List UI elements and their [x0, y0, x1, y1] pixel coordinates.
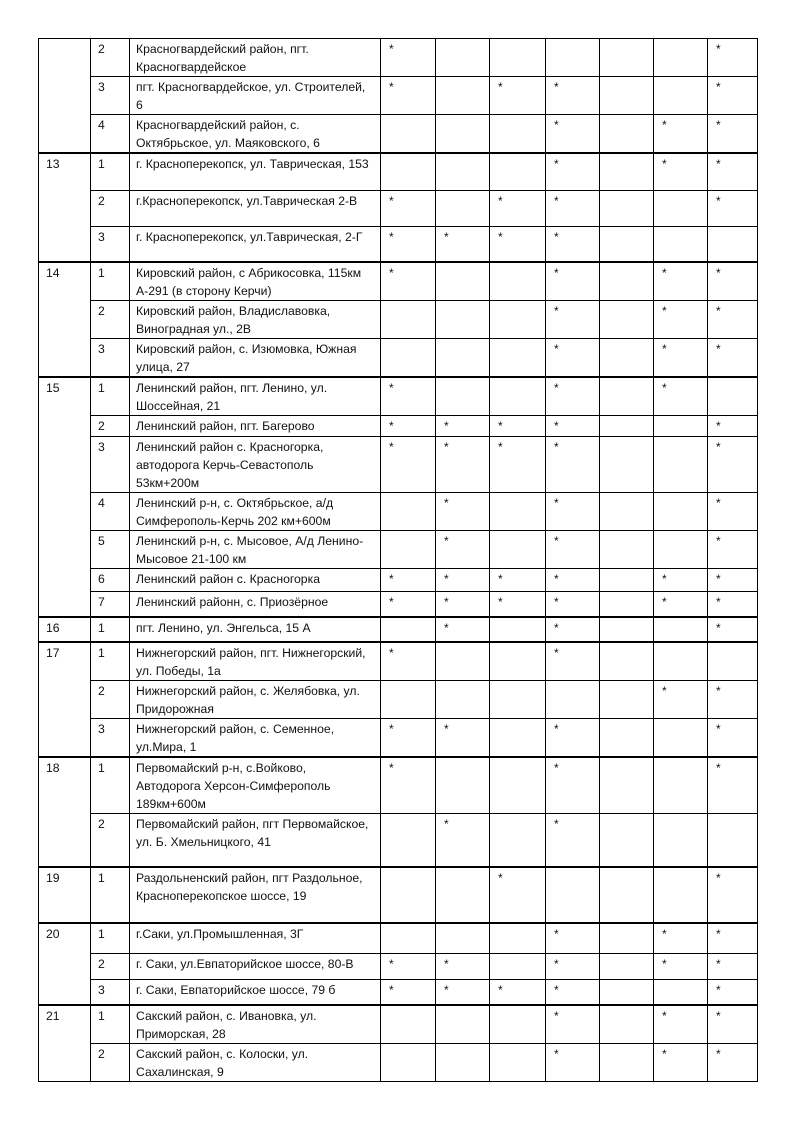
mark-cell-3: [490, 813, 546, 867]
mark-cell-4: *: [546, 416, 600, 437]
address-cell: Нижнегорский район, пгт. Нижнегорский, ул. Победы, 1а: [130, 642, 381, 681]
address-cell: Сакский район, с. Колоски, ул. Сахалинская, 9: [130, 1044, 381, 1082]
mark-cell-5: [600, 493, 654, 531]
mark-cell-1: *: [381, 718, 436, 757]
mark-cell-1: [381, 1005, 436, 1044]
address-cell: Ленинский р-н, с. Мысовое, А/д Ленино-Мысовое 21-100 км: [130, 531, 381, 569]
mark-cell-7: *: [708, 153, 758, 190]
mark-cell-4: *: [546, 813, 600, 867]
mark-cell-7: *: [708, 867, 758, 923]
sub-number-cell: 3: [91, 979, 130, 1005]
mark-cell-5: [600, 1005, 654, 1044]
mark-cell-7: [708, 642, 758, 681]
mark-cell-6: *: [654, 569, 708, 592]
mark-cell-3: *: [490, 226, 546, 262]
mark-cell-6: [654, 867, 708, 923]
mark-cell-2: *: [436, 493, 490, 531]
mark-cell-6: [654, 813, 708, 867]
mark-cell-2: [436, 1005, 490, 1044]
table-row: [39, 493, 758, 531]
mark-cell-4: *: [546, 190, 600, 226]
address-cell: г.Красноперекопск, ул.Таврическая 2-В: [130, 190, 381, 226]
mark-cell-2: [436, 153, 490, 190]
mark-cell-3: [490, 39, 546, 77]
table-row: [39, 1044, 758, 1082]
table-row: [39, 923, 758, 953]
mark-cell-3: *: [490, 416, 546, 437]
address-cell: Нижнегорский район, с. Семенное, ул.Мира, 1: [130, 718, 381, 757]
mark-cell-7: *: [708, 592, 758, 617]
mark-cell-5: [600, 617, 654, 642]
sub-number-cell: 5: [91, 531, 130, 569]
mark-cell-4: [546, 867, 600, 923]
group-number-cell: 14: [39, 262, 91, 377]
mark-cell-2: [436, 39, 490, 77]
mark-cell-5: [600, 718, 654, 757]
mark-cell-3: [490, 262, 546, 301]
mark-cell-1: *: [381, 39, 436, 77]
mark-cell-6: *: [654, 115, 708, 154]
mark-cell-7: *: [708, 115, 758, 154]
stations-table: [38, 38, 758, 1082]
address-cell: Кировский район, с Абрикосовка, 115км А-291 (в сторону Керчи): [130, 262, 381, 301]
mark-cell-6: [654, 39, 708, 77]
mark-cell-4: *: [546, 262, 600, 301]
mark-cell-3: [490, 153, 546, 190]
mark-cell-1: [381, 153, 436, 190]
mark-cell-6: [654, 437, 708, 493]
mark-cell-5: [600, 153, 654, 190]
mark-cell-7: *: [708, 39, 758, 77]
mark-cell-2: *: [436, 226, 490, 262]
mark-cell-6: [654, 416, 708, 437]
sub-number-cell: 2: [91, 190, 130, 226]
mark-cell-3: *: [490, 77, 546, 115]
mark-cell-2: [436, 377, 490, 416]
address-cell: Раздольненский район, пгт Раздольное, Красноперекопское шоссе, 19: [130, 867, 381, 923]
address-cell: Ленинский район, пгт. Багерово: [130, 416, 381, 437]
mark-cell-7: *: [708, 757, 758, 814]
address-cell: г.Саки, ул.Промышленная, 3Г: [130, 923, 381, 953]
mark-cell-5: [600, 1044, 654, 1082]
mark-cell-6: *: [654, 1044, 708, 1082]
sub-number-cell: 1: [91, 1005, 130, 1044]
mark-cell-4: *: [546, 979, 600, 1005]
mark-cell-6: *: [654, 153, 708, 190]
sub-number-cell: 3: [91, 437, 130, 493]
mark-cell-4: *: [546, 757, 600, 814]
mark-cell-2: *: [436, 531, 490, 569]
mark-cell-4: *: [546, 642, 600, 681]
mark-cell-6: [654, 617, 708, 642]
mark-cell-1: *: [381, 437, 436, 493]
mark-cell-2: *: [436, 569, 490, 592]
mark-cell-6: [654, 531, 708, 569]
table-row: [39, 867, 758, 923]
mark-cell-2: [436, 757, 490, 814]
mark-cell-7: *: [708, 923, 758, 953]
mark-cell-5: [600, 39, 654, 77]
sub-number-cell: 1: [91, 867, 130, 923]
table-row: [39, 301, 758, 339]
group-number-cell: 13: [39, 153, 91, 262]
mark-cell-1: [381, 680, 436, 718]
mark-cell-3: *: [490, 979, 546, 1005]
sub-number-cell: 3: [91, 718, 130, 757]
mark-cell-5: [600, 757, 654, 814]
sub-number-cell: 2: [91, 953, 130, 979]
sub-number-cell: 2: [91, 39, 130, 77]
mark-cell-1: *: [381, 979, 436, 1005]
mark-cell-1: *: [381, 226, 436, 262]
mark-cell-2: *: [436, 813, 490, 867]
mark-cell-2: [436, 77, 490, 115]
mark-cell-5: [600, 953, 654, 979]
mark-cell-2: *: [436, 617, 490, 642]
address-cell: Красногвардейский район, пгт. Красногвардейское: [130, 39, 381, 77]
mark-cell-3: [490, 718, 546, 757]
mark-cell-4: *: [546, 377, 600, 416]
mark-cell-3: *: [490, 437, 546, 493]
mark-cell-5: [600, 416, 654, 437]
mark-cell-6: [654, 190, 708, 226]
mark-cell-4: *: [546, 77, 600, 115]
mark-cell-5: [600, 377, 654, 416]
mark-cell-3: [490, 923, 546, 953]
mark-cell-6: *: [654, 301, 708, 339]
address-cell: Ленинский район с. Красногорка: [130, 569, 381, 592]
table-body: [39, 39, 758, 1082]
mark-cell-4: *: [546, 226, 600, 262]
mark-cell-7: *: [708, 437, 758, 493]
table-row: [39, 416, 758, 437]
mark-cell-6: *: [654, 1005, 708, 1044]
address-cell: Ленинский районн, с. Приозёрное: [130, 592, 381, 617]
mark-cell-1: *: [381, 377, 436, 416]
mark-cell-6: *: [654, 923, 708, 953]
address-cell: Сакский район, с. Ивановка, ул. Приморская, 28: [130, 1005, 381, 1044]
address-cell: Кировский район, с. Изюмовка, Южная улица, 27: [130, 339, 381, 378]
mark-cell-4: *: [546, 339, 600, 378]
sub-number-cell: 3: [91, 77, 130, 115]
mark-cell-7: *: [708, 416, 758, 437]
mark-cell-7: *: [708, 493, 758, 531]
mark-cell-3: *: [490, 592, 546, 617]
mark-cell-5: [600, 979, 654, 1005]
table-row: [39, 39, 758, 77]
mark-cell-6: [654, 77, 708, 115]
mark-cell-4: [546, 680, 600, 718]
sub-number-cell: 1: [91, 153, 130, 190]
mark-cell-4: *: [546, 115, 600, 154]
mark-cell-6: [654, 226, 708, 262]
mark-cell-1: *: [381, 592, 436, 617]
mark-cell-2: [436, 642, 490, 681]
mark-cell-2: [436, 680, 490, 718]
mark-cell-7: *: [708, 262, 758, 301]
mark-cell-5: [600, 226, 654, 262]
sub-number-cell: 1: [91, 642, 130, 681]
table-row: [39, 339, 758, 378]
mark-cell-2: *: [436, 416, 490, 437]
table-row: [39, 77, 758, 115]
mark-cell-4: *: [546, 1005, 600, 1044]
mark-cell-7: *: [708, 569, 758, 592]
mark-cell-1: *: [381, 757, 436, 814]
mark-cell-7: *: [708, 680, 758, 718]
sub-number-cell: 3: [91, 339, 130, 378]
mark-cell-3: *: [490, 190, 546, 226]
mark-cell-1: [381, 301, 436, 339]
mark-cell-6: *: [654, 592, 708, 617]
group-number-cell: 20: [39, 923, 91, 1005]
sub-number-cell: 6: [91, 569, 130, 592]
mark-cell-2: *: [436, 979, 490, 1005]
mark-cell-5: [600, 813, 654, 867]
mark-cell-1: *: [381, 642, 436, 681]
mark-cell-2: [436, 190, 490, 226]
mark-cell-2: [436, 339, 490, 378]
mark-cell-5: [600, 923, 654, 953]
mark-cell-3: [490, 493, 546, 531]
mark-cell-1: [381, 493, 436, 531]
mark-cell-1: [381, 867, 436, 923]
mark-cell-5: [600, 339, 654, 378]
mark-cell-6: *: [654, 262, 708, 301]
table-row: [39, 262, 758, 301]
address-cell: г. Саки, Евпаторийское шоссе, 79 б: [130, 979, 381, 1005]
mark-cell-5: [600, 592, 654, 617]
mark-cell-7: *: [708, 339, 758, 378]
sub-number-cell: 2: [91, 416, 130, 437]
mark-cell-6: *: [654, 377, 708, 416]
mark-cell-2: [436, 262, 490, 301]
mark-cell-4: *: [546, 531, 600, 569]
mark-cell-7: *: [708, 1005, 758, 1044]
mark-cell-1: [381, 923, 436, 953]
mark-cell-7: *: [708, 531, 758, 569]
mark-cell-7: *: [708, 190, 758, 226]
mark-cell-6: [654, 493, 708, 531]
mark-cell-7: *: [708, 718, 758, 757]
mark-cell-5: [600, 77, 654, 115]
sub-number-cell: 3: [91, 226, 130, 262]
mark-cell-2: [436, 923, 490, 953]
mark-cell-2: *: [436, 953, 490, 979]
mark-cell-3: [490, 953, 546, 979]
address-cell: Красногвардейский район, с. Октябрьское, ул. Маяковского, 6: [130, 115, 381, 154]
table-row: [39, 642, 758, 681]
mark-cell-6: [654, 642, 708, 681]
group-number-cell: 16: [39, 617, 91, 642]
address-cell: пгт. Ленино, ул. Энгельса, 15 А: [130, 617, 381, 642]
mark-cell-5: [600, 642, 654, 681]
group-number-cell: [39, 39, 91, 154]
mark-cell-7: [708, 377, 758, 416]
mark-cell-6: *: [654, 339, 708, 378]
sub-number-cell: 1: [91, 262, 130, 301]
mark-cell-2: [436, 301, 490, 339]
mark-cell-2: *: [436, 592, 490, 617]
group-number-cell: 18: [39, 757, 91, 868]
mark-cell-1: [381, 813, 436, 867]
mark-cell-4: *: [546, 617, 600, 642]
table-row: [39, 226, 758, 262]
mark-cell-6: *: [654, 953, 708, 979]
mark-cell-1: *: [381, 569, 436, 592]
sub-number-cell: 2: [91, 301, 130, 339]
mark-cell-3: [490, 531, 546, 569]
mark-cell-2: [436, 1044, 490, 1082]
mark-cell-7: *: [708, 979, 758, 1005]
sub-number-cell: 1: [91, 923, 130, 953]
table-row: [39, 592, 758, 617]
mark-cell-3: [490, 377, 546, 416]
group-number-cell: 21: [39, 1005, 91, 1082]
sub-number-cell: 4: [91, 115, 130, 154]
mark-cell-7: *: [708, 301, 758, 339]
mark-cell-4: *: [546, 923, 600, 953]
mark-cell-5: [600, 531, 654, 569]
mark-cell-2: [436, 867, 490, 923]
address-cell: Первомайский район, пгт Первомайское, ул. Б. Хмельницкого, 41: [130, 813, 381, 867]
address-cell: пгт. Красногвардейское, ул. Строителей, 6: [130, 77, 381, 115]
table-row: [39, 979, 758, 1005]
mark-cell-3: *: [490, 569, 546, 592]
mark-cell-7: [708, 226, 758, 262]
sub-number-cell: 2: [91, 813, 130, 867]
table-row: [39, 680, 758, 718]
mark-cell-1: [381, 1044, 436, 1082]
sub-number-cell: 4: [91, 493, 130, 531]
mark-cell-6: [654, 718, 708, 757]
address-cell: г. Красноперекопск, ул. Таврическая, 153: [130, 153, 381, 190]
mark-cell-3: [490, 301, 546, 339]
address-cell: Ленинский район, пгт. Ленино, ул. Шоссейная, 21: [130, 377, 381, 416]
address-cell: Кировский район, Владиславовка, Виноградная ул., 2В: [130, 301, 381, 339]
table-row: [39, 953, 758, 979]
mark-cell-1: [381, 115, 436, 154]
mark-cell-3: [490, 339, 546, 378]
table-row: [39, 153, 758, 190]
mark-cell-3: [490, 642, 546, 681]
mark-cell-5: [600, 569, 654, 592]
sub-number-cell: 1: [91, 617, 130, 642]
mark-cell-6: [654, 979, 708, 1005]
table-row: [39, 531, 758, 569]
mark-cell-5: [600, 867, 654, 923]
address-cell: г. Красноперекопск, ул.Таврическая, 2-Г: [130, 226, 381, 262]
table-row: [39, 569, 758, 592]
mark-cell-4: *: [546, 301, 600, 339]
group-number-cell: 19: [39, 867, 91, 923]
table-row: [39, 1005, 758, 1044]
mark-cell-6: [654, 757, 708, 814]
mark-cell-5: [600, 115, 654, 154]
mark-cell-4: *: [546, 569, 600, 592]
mark-cell-7: [708, 813, 758, 867]
mark-cell-1: *: [381, 416, 436, 437]
mark-cell-6: *: [654, 680, 708, 718]
address-cell: г. Саки, ул.Евпаторийское шоссе, 80-В: [130, 953, 381, 979]
mark-cell-3: *: [490, 867, 546, 923]
mark-cell-4: *: [546, 718, 600, 757]
table-row: [39, 718, 758, 757]
sub-number-cell: 2: [91, 1044, 130, 1082]
address-cell: Ленинский район с. Красногорка, автодорога Керчь-Севастополь 53км+200м: [130, 437, 381, 493]
sub-number-cell: 7: [91, 592, 130, 617]
mark-cell-5: [600, 190, 654, 226]
mark-cell-3: [490, 1005, 546, 1044]
group-number-cell: 15: [39, 377, 91, 617]
table-row: [39, 377, 758, 416]
mark-cell-4: *: [546, 493, 600, 531]
sub-number-cell: 2: [91, 680, 130, 718]
mark-cell-4: *: [546, 592, 600, 617]
mark-cell-7: *: [708, 953, 758, 979]
mark-cell-3: [490, 1044, 546, 1082]
mark-cell-5: [600, 437, 654, 493]
mark-cell-1: *: [381, 77, 436, 115]
mark-cell-3: [490, 115, 546, 154]
table-row: [39, 813, 758, 867]
mark-cell-4: *: [546, 1044, 600, 1082]
mark-cell-3: [490, 680, 546, 718]
mark-cell-4: *: [546, 153, 600, 190]
table-row: [39, 190, 758, 226]
mark-cell-1: *: [381, 953, 436, 979]
mark-cell-5: [600, 301, 654, 339]
mark-cell-2: *: [436, 437, 490, 493]
mark-cell-1: [381, 339, 436, 378]
mark-cell-5: [600, 680, 654, 718]
table-row: [39, 757, 758, 814]
sub-number-cell: 1: [91, 757, 130, 814]
mark-cell-4: *: [546, 953, 600, 979]
group-number-cell: 17: [39, 642, 91, 757]
address-cell: Ленинский р-н, с. Октябрьское, а/д Симферополь-Керчь 202 км+600м: [130, 493, 381, 531]
table-row: [39, 617, 758, 642]
mark-cell-1: [381, 617, 436, 642]
mark-cell-4: [546, 39, 600, 77]
mark-cell-5: [600, 262, 654, 301]
address-cell: Нижнегорский район, с. Желябовка, ул. Придорожная: [130, 680, 381, 718]
mark-cell-1: *: [381, 190, 436, 226]
mark-cell-3: [490, 617, 546, 642]
mark-cell-4: *: [546, 437, 600, 493]
mark-cell-2: *: [436, 718, 490, 757]
mark-cell-1: [381, 531, 436, 569]
mark-cell-1: *: [381, 262, 436, 301]
mark-cell-7: *: [708, 1044, 758, 1082]
address-cell: Первомайский р-н, с.Войково, Автодорога Херсон-Симферополь 189км+600м: [130, 757, 381, 814]
mark-cell-2: [436, 115, 490, 154]
table-row: [39, 115, 758, 154]
mark-cell-3: [490, 757, 546, 814]
table-row: [39, 437, 758, 493]
mark-cell-7: *: [708, 617, 758, 642]
sub-number-cell: 1: [91, 377, 130, 416]
mark-cell-7: *: [708, 77, 758, 115]
